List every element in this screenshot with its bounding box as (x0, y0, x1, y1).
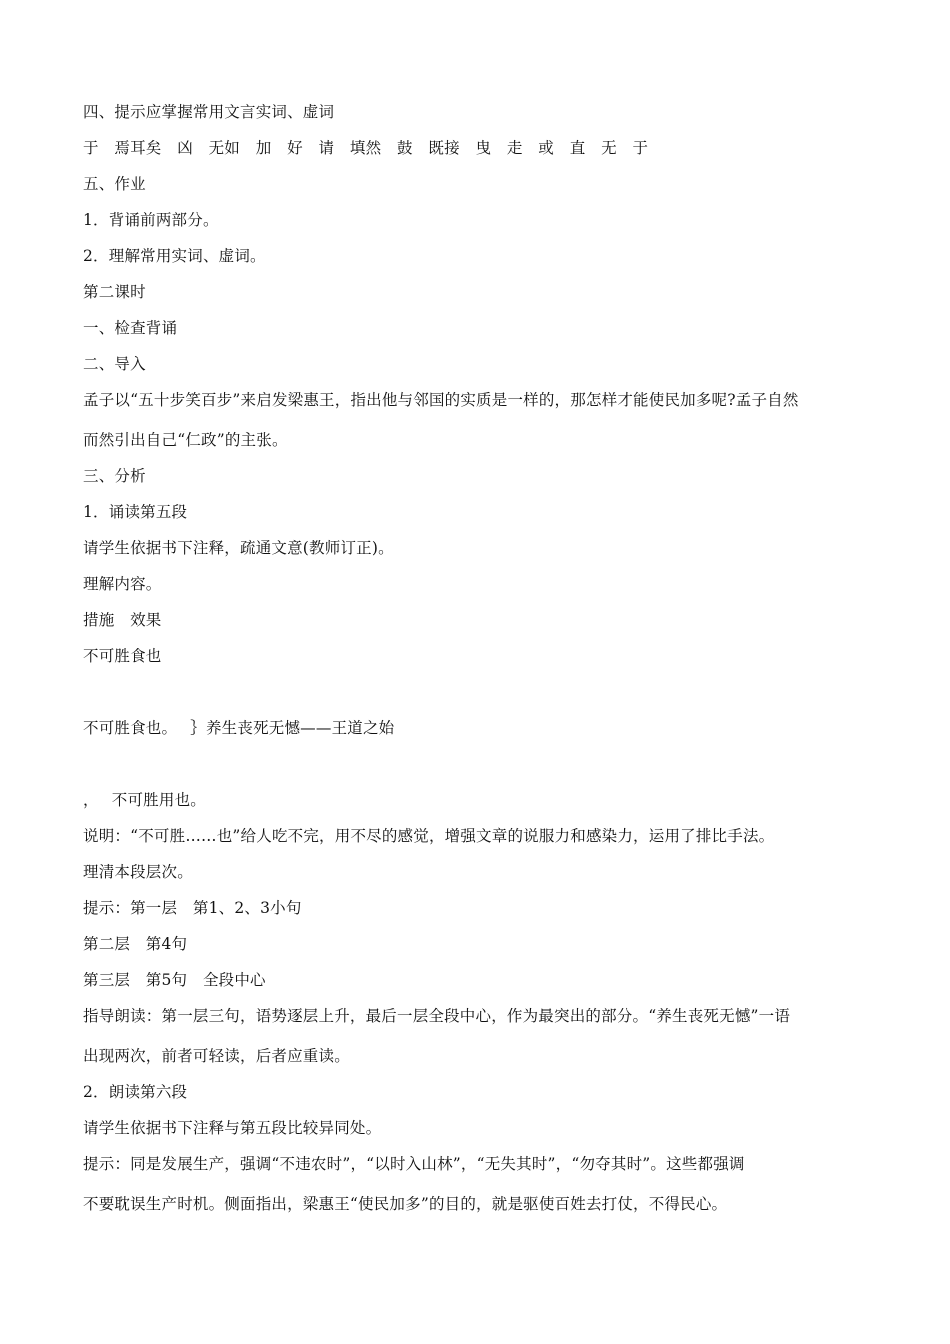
analysis-item-2: 2．朗读第六段 (83, 1083, 188, 1101)
section-heading-5: 五、作业 (83, 175, 146, 193)
homework-item-2: 2．理解常用实词、虚词。 (83, 247, 266, 265)
analysis-text: 请学生依据书下注释与第五段比较异同处。 (83, 1119, 382, 1137)
hint-line-2: 不要耽误生产时机。侧面指出，梁惠王“使民加多”的目的，就是驱使百姓去打仗，不得民心。 (83, 1195, 728, 1213)
intro-paragraph-line-1: 孟子以“五十步笑百步”来启发梁惠王，指出他与邻国的实质是一样的，那怎样才能使民加多呢?孟子自然 (83, 391, 799, 409)
table-header: 措施 效果 (83, 611, 162, 629)
layer-1: 提示：第一层 第1、2、3小句 (83, 899, 302, 917)
explanation-text: 说明：“不可胜……也”给人吃不完，用不尽的感觉，增强文章的说服力和感染力，运用了排比手法。 (83, 827, 775, 845)
hint-line-1: 提示：同是发展生产，强调“不违农时”，“以时入山林”，“无失其时”，“勿夺其时”。这些都强调 (83, 1155, 745, 1173)
table-row: ， 不可胜用也。 (83, 791, 206, 809)
step-heading-3: 三、分析 (83, 467, 146, 485)
reading-guidance-line-1: 指导朗读：第一层三句，语势逐层上升，最后一层全段中心，作为最突出的部分。“养生丧死无憾”一语 (83, 1007, 791, 1025)
table-row: 不可胜食也。 ｝养生丧死无憾——王道之始 (83, 719, 395, 737)
step-heading-1: 一、检查背诵 (83, 319, 178, 337)
analysis-item-1: 1．诵读第五段 (83, 503, 188, 521)
lesson-title: 第二课时 (83, 283, 146, 301)
layer-3: 第三层 第5句 全段中心 (83, 971, 266, 989)
table-row: 不可胜食也 (83, 647, 162, 665)
section-heading-4: 四、提示应掌握常用文言实词、虚词 (83, 103, 335, 121)
layer-2: 第二层 第4句 (83, 935, 188, 953)
homework-item-1: 1．背诵前两部分。 (83, 211, 219, 229)
intro-paragraph-line-2: 而然引出自己“仁政”的主张。 (83, 431, 288, 449)
analysis-text: 请学生依据书下注释，疏通文意(教师订正)。 (83, 539, 394, 557)
analysis-text: 理解内容。 (83, 575, 162, 593)
step-heading-2: 二、导入 (83, 355, 146, 373)
analysis-text: 理清本段层次。 (83, 863, 193, 881)
reading-guidance-line-2: 出现两次，前者可轻读，后者应重读。 (83, 1047, 350, 1065)
vocabulary-list: 于 焉耳矣 凶 无如 加 好 请 填然 鼓 既接 曳 走 或 直 无 于 (83, 139, 649, 157)
